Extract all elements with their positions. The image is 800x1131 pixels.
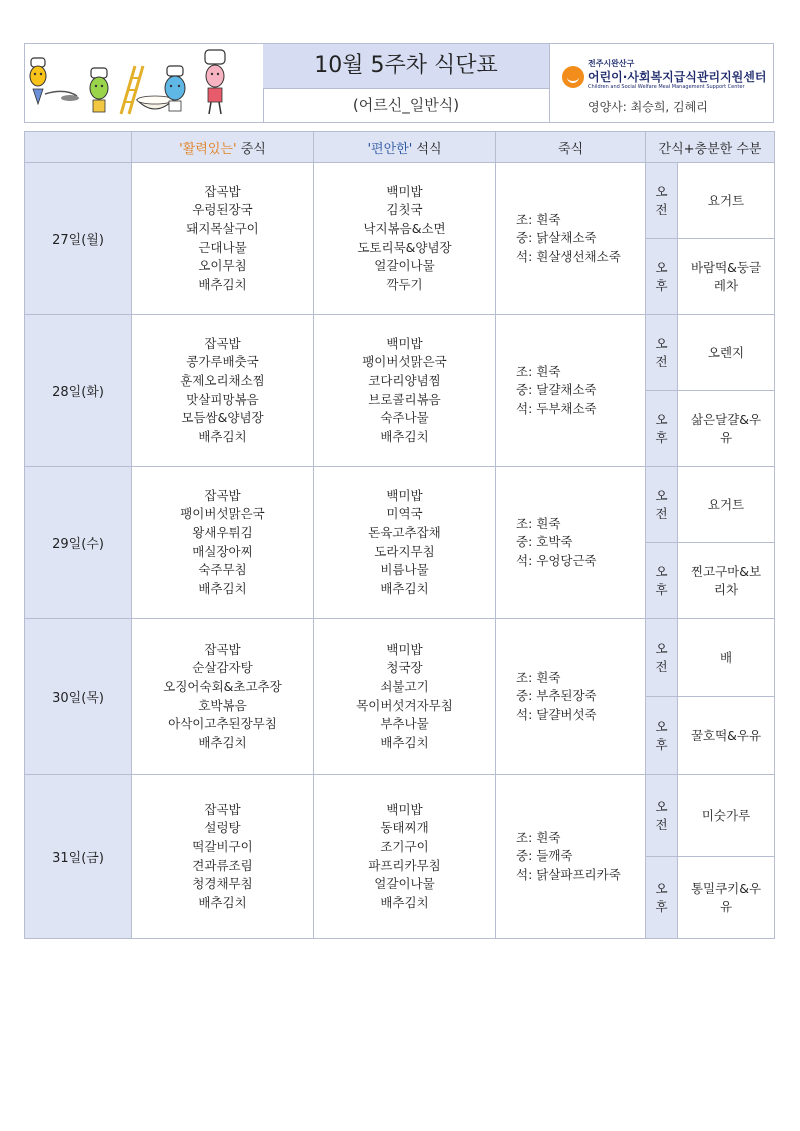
snack-pm-line: 삶은달걀&우 bbox=[690, 411, 762, 427]
lunch-menu-item: 떡갈비구이 bbox=[192, 838, 253, 854]
snack-pm-line: 리차 bbox=[713, 581, 739, 597]
day-row bbox=[25, 467, 775, 543]
dinner-menu-item: 비름나물 bbox=[380, 562, 429, 578]
porridge-menu bbox=[496, 619, 646, 775]
lunch-menu-item: 잡곡밥 bbox=[204, 183, 241, 199]
chef-illustration bbox=[25, 44, 264, 122]
am-label bbox=[646, 775, 678, 857]
lunch-menu-item: 오이무침 bbox=[198, 258, 247, 274]
lunch-menu-item: 잡곡밥 bbox=[204, 487, 241, 503]
dinner-menu-item: 배추김치 bbox=[380, 894, 429, 910]
lunch-menu-item: 콩가루배춧국 bbox=[186, 354, 259, 370]
snack-pm-line: 유 bbox=[719, 898, 733, 914]
dinner-menu-item: 김칫국 bbox=[386, 202, 423, 218]
porridge-menu-item: 조: 흰죽 bbox=[516, 211, 561, 227]
am-label-char: 오 bbox=[655, 798, 668, 814]
org-district: 전주시완산구 bbox=[588, 59, 635, 68]
snack-am-line: 배 bbox=[719, 649, 733, 665]
lunch-menu-item: 돼지목살구이 bbox=[186, 220, 259, 236]
day-row bbox=[25, 163, 775, 239]
table-header-row bbox=[25, 132, 775, 163]
snack-pm bbox=[678, 239, 775, 315]
snack-am-line: 요거트 bbox=[707, 192, 745, 208]
pm-label-char: 후 bbox=[655, 898, 668, 914]
snack-pm bbox=[678, 857, 775, 939]
dinner-menu-item: 얼갈이나물 bbox=[374, 876, 435, 892]
dinner-menu-item: 코다리양념찜 bbox=[368, 372, 441, 388]
dinner-menu bbox=[314, 619, 496, 775]
am-label-char: 전 bbox=[655, 353, 668, 369]
porridge-menu-item: 중: 달걀채소죽 bbox=[516, 382, 597, 398]
pm-label-char: 후 bbox=[655, 736, 668, 752]
org-name: 어린이·사회복지급식관리지원센터 bbox=[588, 70, 767, 84]
pm-label-char: 오 bbox=[655, 563, 668, 579]
lunch-menu-item: 맛살피망볶음 bbox=[186, 391, 259, 407]
porridge-menu-item: 중: 들깨죽 bbox=[516, 848, 573, 864]
am-label bbox=[646, 619, 678, 697]
pm-label bbox=[646, 857, 678, 939]
day-label: 27일(월) bbox=[25, 163, 132, 315]
lunch-highlight: '활력있는' bbox=[179, 141, 237, 157]
lunch-menu-item: 우렁된장국 bbox=[192, 202, 253, 218]
am-label-char: 전 bbox=[655, 658, 668, 674]
am-label-char: 오 bbox=[655, 487, 668, 503]
dinner-menu-item: 파프리카무침 bbox=[368, 857, 441, 873]
porridge-menu-item: 석: 닭살파프리카죽 bbox=[516, 866, 621, 882]
snack-pm-line: 통밀쿠키&우 bbox=[690, 880, 762, 896]
snack-am bbox=[678, 775, 775, 857]
pm-label-char: 오 bbox=[655, 718, 668, 734]
day-label: 31일(금) bbox=[25, 775, 132, 939]
porridge-menu-item: 조: 흰죽 bbox=[516, 829, 561, 845]
chef-characters-icon bbox=[25, 44, 263, 122]
porridge-menu-item: 조: 흰죽 bbox=[516, 363, 561, 379]
lunch-menu-item: 왕새우튀김 bbox=[192, 524, 253, 540]
dinner-menu-item: 미역국 bbox=[386, 506, 423, 522]
pm-label bbox=[646, 239, 678, 315]
dinner-menu-item: 백미밥 bbox=[386, 183, 423, 199]
porridge-menu-item: 중: 호박죽 bbox=[516, 534, 573, 550]
dinner-menu-item: 배추김치 bbox=[380, 580, 429, 596]
am-label-char: 전 bbox=[655, 816, 668, 832]
dinner-menu-item: 돈육고추잡채 bbox=[368, 524, 441, 540]
title-block bbox=[263, 44, 550, 122]
am-label bbox=[646, 467, 678, 543]
menu-header bbox=[24, 43, 774, 123]
lunch-label: 중식 bbox=[236, 141, 266, 157]
dinner-menu-item: 백미밥 bbox=[386, 487, 423, 503]
lunch-menu bbox=[132, 775, 314, 939]
page-subtitle: (어르신_일반식) bbox=[352, 96, 460, 114]
col-dinner bbox=[314, 132, 496, 163]
lunch-menu-item: 잡곡밥 bbox=[204, 801, 241, 817]
dinner-menu-item: 도토리묵&양념장 bbox=[357, 239, 452, 255]
am-label bbox=[646, 315, 678, 391]
lunch-menu-item: 오징어숙회&초고추장 bbox=[163, 678, 282, 694]
dinner-menu-item: 쇠불고기 bbox=[380, 678, 429, 694]
lunch-menu-item: 근대나물 bbox=[198, 239, 247, 255]
dinner-menu-item: 청국장 bbox=[386, 660, 423, 676]
lunch-menu-item: 모듬쌈&양념장 bbox=[181, 410, 264, 426]
day-label: 28일(화) bbox=[25, 315, 132, 467]
snack-am-line: 오렌지 bbox=[707, 344, 745, 360]
snack-pm-line: 유 bbox=[719, 429, 733, 445]
lunch-menu-item: 배추김치 bbox=[198, 894, 247, 910]
dinner-menu-item: 깍두기 bbox=[386, 276, 423, 292]
porridge-menu-item: 석: 두부채소죽 bbox=[516, 400, 597, 416]
snack-am-line: 미숫가루 bbox=[701, 807, 751, 823]
porridge-menu bbox=[496, 163, 646, 315]
pm-label bbox=[646, 391, 678, 467]
am-label-char: 오 bbox=[655, 640, 668, 656]
am-label-char: 전 bbox=[655, 505, 668, 521]
lunch-menu-item: 청경채무침 bbox=[192, 876, 253, 892]
snack-pm bbox=[678, 697, 775, 775]
dinner-menu bbox=[314, 315, 496, 467]
snack-pm-line: 꿀호떡&우유 bbox=[690, 727, 762, 743]
porridge-menu-item: 석: 흰살생선채소죽 bbox=[516, 248, 621, 264]
smile-logo-icon bbox=[562, 66, 584, 88]
dinner-menu bbox=[314, 163, 496, 315]
snack-am-line: 요거트 bbox=[707, 496, 745, 512]
lunch-menu-item: 배추김치 bbox=[198, 428, 247, 444]
lunch-menu-item: 숙주무침 bbox=[198, 562, 247, 578]
dinner-menu bbox=[314, 467, 496, 619]
porridge-menu bbox=[496, 775, 646, 939]
dinner-label: 석식 bbox=[412, 141, 442, 157]
dinner-menu-item: 팽이버섯맑은국 bbox=[362, 354, 447, 370]
dinner-menu-item: 배추김치 bbox=[380, 428, 429, 444]
pm-label-char: 후 bbox=[655, 581, 668, 597]
dietitian-names: 영양사: 최승희, 김혜리 bbox=[588, 100, 708, 114]
corner-cell bbox=[25, 132, 132, 163]
am-label bbox=[646, 163, 678, 239]
pm-label-char: 후 bbox=[655, 277, 668, 293]
pm-label-char: 오 bbox=[655, 259, 668, 275]
lunch-menu-item: 설렁탕 bbox=[204, 820, 241, 836]
dinner-menu-item: 부추나물 bbox=[380, 716, 429, 732]
am-label-char: 오 bbox=[655, 183, 668, 199]
porridge-menu-item: 중: 부추된장죽 bbox=[516, 688, 597, 704]
dinner-menu-item: 목이버섯겨자무침 bbox=[356, 697, 453, 713]
porridge-menu bbox=[496, 315, 646, 467]
dinner-menu-item: 백미밥 bbox=[386, 335, 423, 351]
dinner-menu-item: 백미밥 bbox=[386, 641, 423, 657]
snack-am bbox=[678, 619, 775, 697]
lunch-menu bbox=[132, 467, 314, 619]
pm-label bbox=[646, 543, 678, 619]
pm-label bbox=[646, 697, 678, 775]
col-porridge: 죽식 bbox=[496, 132, 646, 163]
page-title: 10월 5주차 식단표 bbox=[263, 44, 549, 89]
pm-label-char: 후 bbox=[655, 429, 668, 445]
snack-am bbox=[678, 315, 775, 391]
dinner-menu-item: 낙지볶음&소면 bbox=[363, 220, 446, 236]
lunch-menu-item: 잡곡밥 bbox=[204, 641, 241, 657]
am-label-char: 오 bbox=[655, 335, 668, 351]
porridge-menu-item: 조: 흰죽 bbox=[516, 669, 561, 685]
snack-am bbox=[678, 467, 775, 543]
org-block bbox=[550, 44, 775, 122]
dinner-menu-item: 백미밥 bbox=[386, 801, 423, 817]
day-label: 29일(수) bbox=[25, 467, 132, 619]
day-row bbox=[25, 315, 775, 391]
lunch-menu bbox=[132, 315, 314, 467]
lunch-menu bbox=[132, 619, 314, 775]
dinner-menu-item: 얼갈이나물 bbox=[374, 258, 435, 274]
lunch-menu-item: 배추김치 bbox=[198, 276, 247, 292]
col-snack: 간식+충분한 수분 bbox=[646, 132, 775, 163]
dinner-menu-item: 도라지무침 bbox=[374, 543, 435, 559]
dinner-menu-item: 동태찌개 bbox=[380, 820, 429, 836]
porridge-menu-item: 석: 우엉당근죽 bbox=[516, 552, 597, 568]
pm-label-char: 오 bbox=[655, 411, 668, 427]
lunch-menu-item: 매실장아찌 bbox=[192, 543, 253, 559]
porridge-menu-item: 석: 달걀버섯죽 bbox=[516, 706, 597, 722]
pm-label-char: 오 bbox=[655, 880, 668, 896]
dinner-menu-item: 브로콜리볶음 bbox=[368, 391, 441, 407]
day-label: 30일(목) bbox=[25, 619, 132, 775]
menu-table bbox=[24, 131, 775, 939]
lunch-menu-item: 호박볶음 bbox=[198, 697, 247, 713]
snack-pm-line: 바람떡&둥글 bbox=[690, 259, 762, 275]
snack-pm-line: 찐고구마&보 bbox=[690, 563, 762, 579]
snack-pm bbox=[678, 391, 775, 467]
lunch-menu-item: 순살감자탕 bbox=[192, 660, 253, 676]
dinner-menu-item: 숙주나물 bbox=[380, 410, 429, 426]
lunch-menu-item: 배추김치 bbox=[198, 734, 247, 750]
lunch-menu-item: 훈제오리채소찜 bbox=[180, 372, 265, 388]
lunch-menu bbox=[132, 163, 314, 315]
snack-pm-line: 레차 bbox=[713, 277, 739, 293]
dinner-highlight: '편안한' bbox=[367, 141, 413, 157]
dinner-menu bbox=[314, 775, 496, 939]
dinner-menu-item: 배추김치 bbox=[380, 734, 429, 750]
col-lunch bbox=[132, 132, 314, 163]
snack-am bbox=[678, 163, 775, 239]
porridge-menu-item: 중: 닭살채소죽 bbox=[516, 230, 597, 246]
porridge-menu-item: 조: 흰죽 bbox=[516, 515, 561, 531]
snack-pm bbox=[678, 543, 775, 619]
dinner-menu-item: 조기구이 bbox=[380, 838, 429, 854]
lunch-menu-item: 배추김치 bbox=[198, 580, 247, 596]
day-row bbox=[25, 775, 775, 857]
lunch-menu-item: 견과류조림 bbox=[192, 857, 253, 873]
lunch-menu-item: 팽이버섯맑은국 bbox=[180, 506, 265, 522]
org-english-name: Children and Social Welfare Meal Management Support Center bbox=[588, 84, 745, 90]
am-label-char: 전 bbox=[655, 201, 668, 217]
lunch-menu-item: 잡곡밥 bbox=[204, 335, 241, 351]
lunch-menu-item: 아삭이고추된장무침 bbox=[168, 716, 277, 732]
day-row bbox=[25, 619, 775, 697]
porridge-menu bbox=[496, 467, 646, 619]
